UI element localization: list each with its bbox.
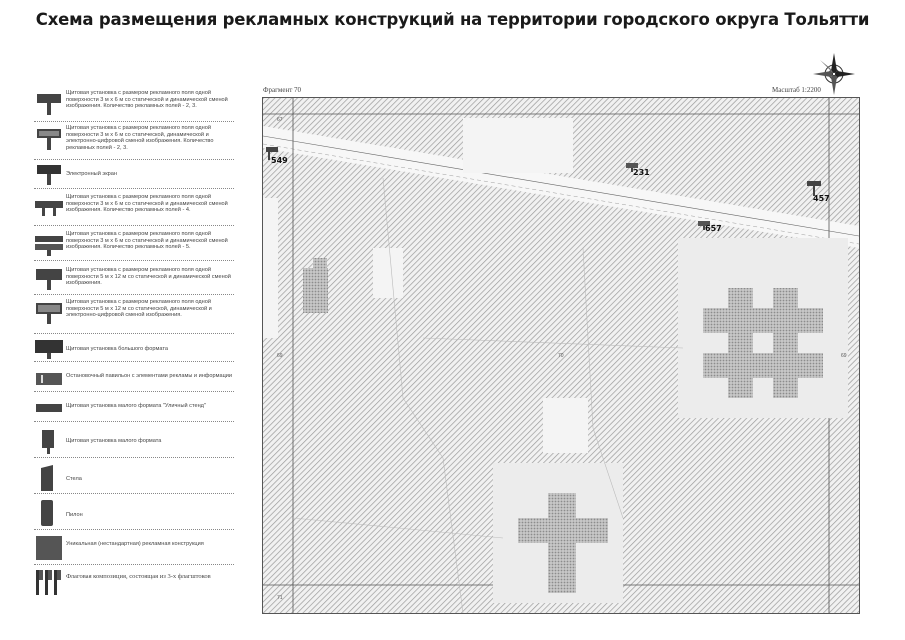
- legend-item: Щитовая установка с размером рекламного поля одной поверхности 3 м х 6 м со статической, динамической и электронно-цифровой сменой изображения. Количество рекламных полей - 2, 3.: [34, 123, 234, 160]
- marker-549[interactable]: 549: [271, 156, 288, 165]
- superboard-icon: [34, 267, 64, 291]
- pylon-icon: [34, 499, 64, 527]
- legend-item: Пилон: [34, 496, 234, 530]
- electronic-screen-icon: [34, 164, 64, 186]
- legend-item: Остановочный павильон с элементами рекламы и информации: [34, 364, 234, 392]
- small-format-icon: [34, 428, 64, 454]
- scale-label: Масштаб 1:2200: [772, 86, 821, 94]
- bus-stop-icon: [34, 372, 64, 386]
- flag-composition-icon: [34, 569, 64, 595]
- legend-item: Щитовая установка малого формата "Уличный стенд": [34, 394, 234, 422]
- legend-item: Щитовая установка с размером рекламного поля одной поверхности 5 м х 12 м со статической и динамической сменой изображения.: [34, 263, 234, 295]
- billboard-four-icon: [34, 199, 64, 217]
- billboard-icon: [34, 92, 64, 116]
- marker-231[interactable]: 231: [633, 168, 650, 177]
- stela-icon: [34, 464, 64, 492]
- legend-item: Щитовая установка с размером рекламного поля одной поверхности 3 м х 6 м со статической и динамической сменой изображения. Количество рекламных полей - 5.: [34, 228, 234, 261]
- legend-item: Уникальная (нестандартная) рекламная конструкция: [34, 532, 234, 565]
- marker-457[interactable]: 457: [813, 194, 830, 203]
- fragment-label: Фрагмент 70: [263, 86, 302, 94]
- legend-item: Электронный экран: [34, 161, 234, 189]
- legend-item: Щитовая установка с размером рекламного поля одной поверхности 3 м х 6 м со статической и динамической сменой изображения. Количество рекламных полей - 4.: [34, 191, 234, 226]
- street-stand-icon: [34, 403, 64, 413]
- legend-item: Флаговая композиция, состоящая из 3-х флагштоков: [34, 567, 234, 597]
- legend-item: Стела: [34, 460, 234, 494]
- billboard-digital-icon: [34, 127, 64, 151]
- large-format-icon: [34, 338, 64, 360]
- legend-item: Щитовая установка с размером рекламного поля одной поверхности 3 м х 6 м со статической и динамической сменой изображения. Количество рекламных полей - 2, 3.: [34, 88, 234, 122]
- legend-item: Щитовая установка с размером рекламного поля одной поверхности 5 м х 12 м со статической, динамической и электронно-цифровой сменой изображения.: [34, 297, 234, 334]
- unique-construction-icon: [34, 535, 64, 561]
- legend-item: Щитовая установка большого формата: [34, 336, 234, 362]
- billboard-five-icon: [34, 234, 64, 256]
- map-fragment[interactable]: 67 69 69 70 71 549 231 457 657: [262, 97, 860, 614]
- page-title: Схема размещения рекламных конструкций на территории городского округа Тольятти: [35, 10, 870, 29]
- superboard-digital-icon: [34, 301, 64, 325]
- marker-657[interactable]: 657: [705, 224, 722, 233]
- legend-item: Щитовая установка малого формата: [34, 424, 234, 458]
